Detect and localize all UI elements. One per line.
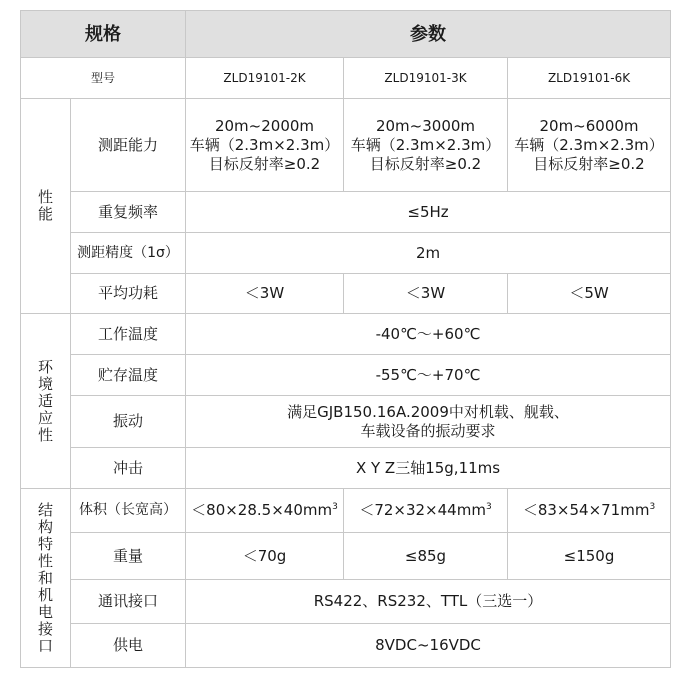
comm-label: 通讯接口: [71, 580, 186, 624]
power-value-3k: ＜3W: [344, 274, 508, 314]
weight-value-6k: ≤150g: [508, 533, 671, 580]
weight-label: 重量: [71, 533, 186, 580]
supply-label: 供电: [71, 624, 186, 668]
power-value-6k: ＜5W: [508, 274, 671, 314]
weight-value-3k: ≤85g: [344, 533, 508, 580]
volume-row: [21, 489, 671, 533]
op-temp-value: -40℃～+60℃: [186, 314, 671, 355]
shock-row: [21, 448, 671, 489]
accuracy-row: [21, 233, 671, 274]
header-row: [21, 11, 671, 58]
rep-rate-row: [21, 192, 671, 233]
group-environment: 环境适应性: [21, 314, 71, 489]
volume-value-3k: $<72\times 32\times 44mm^3$: [344, 489, 508, 533]
volume-value-6k: $<83\times 54\times 71mm^3$: [508, 489, 671, 533]
accuracy-label: 测距精度（1σ）: [71, 233, 186, 274]
supply-row: [21, 624, 671, 668]
range-value-6k: 20m~6000m 车辆（2.3m×2.3m） 目标反射率≥0.2: [508, 99, 671, 192]
power-label: 平均功耗: [71, 274, 186, 314]
vibration-value: 满足GJB150.16A.2009中对机载、舰载、 车载设备的振动要求: [186, 396, 671, 448]
rep-rate-value: ≤5Hz: [186, 192, 671, 233]
power-row: [21, 274, 671, 314]
shock-value: X Y Z三轴15g,11ms: [186, 448, 671, 489]
spec-table: [20, 10, 671, 668]
supply-value: 8VDC~16VDC: [186, 624, 671, 668]
model-row: [21, 58, 671, 99]
op-temp-row: [21, 314, 671, 355]
shock-label: 冲击: [71, 448, 186, 489]
range-label: 测距能力: [71, 99, 186, 192]
volume-value-2k: $<80\times 28.5\times 40mm^3$: [186, 489, 344, 533]
range-value-3k: 20m~3000m 车辆（2.3m×2.3m） 目标反射率≥0.2: [344, 99, 508, 192]
power-value-2k: ＜3W: [186, 274, 344, 314]
storage-temp-row: [21, 355, 671, 396]
comm-value: RS422、RS232、TTL（三选一）: [186, 580, 671, 624]
range-value-2k: 20m~2000m 车辆（2.3m×2.3m） 目标反射率≥0.2: [186, 99, 344, 192]
weight-value-2k: ＜70g: [186, 533, 344, 580]
op-temp-label: 工作温度: [71, 314, 186, 355]
rep-rate-label: 重复频率: [71, 192, 186, 233]
volume-label: 体积（长宽高）: [71, 489, 186, 533]
storage-temp-label: 贮存温度: [71, 355, 186, 396]
vibration-row: [21, 396, 671, 448]
model-label: 型号: [21, 58, 186, 99]
spec-header: 规格: [21, 11, 186, 58]
model-value-2k: ZLD19101-2K: [186, 58, 344, 99]
weight-row: [21, 533, 671, 580]
accuracy-value: 2m: [186, 233, 671, 274]
model-value-3k: ZLD19101-3K: [344, 58, 508, 99]
vibration-label: 振动: [71, 396, 186, 448]
param-header: 参数: [186, 11, 671, 58]
model-value-6k: ZLD19101-6K: [508, 58, 671, 99]
spec-sheet: [20, 10, 671, 668]
group-performance: 性能: [21, 99, 71, 314]
comm-row: [21, 580, 671, 624]
range-row: [21, 99, 671, 192]
storage-temp-value: -55℃～+70℃: [186, 355, 671, 396]
group-structure: 结构特性和机电接口: [21, 489, 71, 668]
